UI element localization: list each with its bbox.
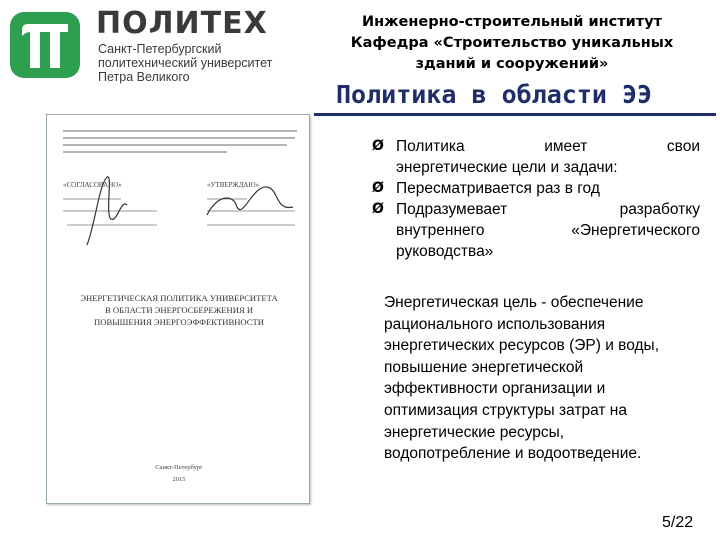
- document-title-line: ПОВЫШЕНИЯ ЭНЕРГОЭФФЕКТИВНОСТИ: [94, 317, 264, 327]
- arrow-bullet-icon: Ø: [372, 180, 384, 196]
- header-line: Кафедра «Строительство уникальных: [350, 35, 674, 51]
- header-line: Инженерно-строительный институт: [361, 14, 663, 30]
- document-city: Санкт-Петербург: [155, 464, 203, 471]
- approved-label: «УТВЕРЖДАЮ»: [207, 181, 260, 189]
- bullet-text-line: энергетические цели и задачи:: [396, 159, 618, 176]
- goal-line: энергетических ресурсов (ЭР) и воды,: [384, 337, 660, 355]
- logo-subtitle-line: Санкт-Петербургский: [98, 42, 222, 56]
- logo-subtitle: [98, 42, 272, 84]
- slide-page-number: 5/22: [662, 514, 694, 531]
- bullet-item: [372, 178, 700, 199]
- policy-bullet-list: [372, 136, 700, 262]
- bullet-text-line: Пересматривается раз в год: [396, 180, 600, 197]
- logo-title: ПОЛИТЕХ: [96, 6, 268, 41]
- page-title: Политика в области ЭЭ: [336, 80, 653, 109]
- goal-line: эффективности организации и: [384, 380, 606, 398]
- logo-subtitle-line: Петра Великого: [98, 70, 190, 84]
- document-title-line: ЭНЕРГЕТИЧЕСКАЯ ПОЛИТИКА УНИВЕРСИТЕТА: [80, 293, 278, 303]
- goal-line: повышение энергетической: [384, 358, 584, 376]
- document-header-text: [63, 131, 297, 152]
- bullet-item: [372, 136, 700, 178]
- bullet-text-line: Политика имеет свои: [396, 138, 701, 155]
- bullet-text-line: Подразумевает разработку: [396, 201, 700, 218]
- goal-line: водопотребление и водоотведение.: [384, 445, 642, 463]
- agreed-label: «СОГЛАСОВАНО»: [63, 181, 122, 189]
- title-underline: [314, 113, 716, 116]
- bullet-text-line: руководства»: [396, 243, 494, 260]
- document-scan-image: [47, 115, 310, 504]
- header-line: зданий и сооружений»: [415, 56, 609, 72]
- politech-logo: [10, 4, 310, 84]
- goal-line: оптимизация структуры затрат на: [384, 401, 627, 419]
- logo-subtitle-line: политехнический университет: [98, 56, 273, 70]
- goal-line: энергетические ресурсы,: [384, 423, 565, 441]
- bullet-item: [372, 199, 700, 262]
- politech-logo-icon: [10, 12, 80, 78]
- arrow-bullet-icon: Ø: [372, 138, 384, 154]
- document-year: 2015: [172, 476, 186, 483]
- energy-goal-paragraph: [384, 292, 706, 465]
- arrow-bullet-icon: Ø: [372, 201, 384, 217]
- goal-line: рационального использования: [384, 315, 606, 333]
- goal-line: Энергетическая цель - обеспечение: [384, 294, 644, 311]
- institute-header: [312, 12, 712, 75]
- policy-document-scan: [46, 114, 310, 504]
- document-title-line: В ОБЛАСТИ ЭНЕРГОСБЕРЕЖЕНИЯ И: [104, 305, 254, 315]
- bullet-text-line: внутреннего «Энергетического: [396, 222, 700, 239]
